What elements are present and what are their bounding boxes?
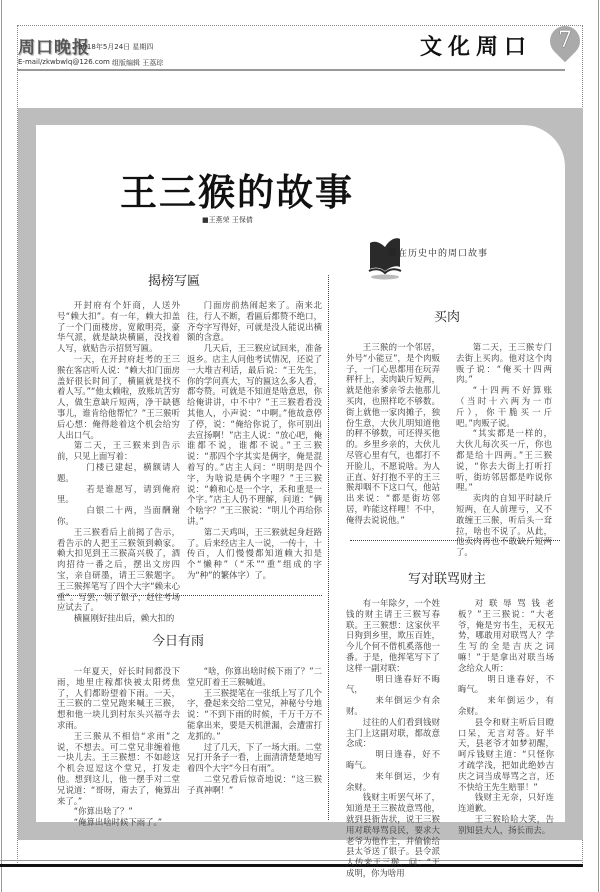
paragraph: “啥，你算出啥时候下雨了？”二堂兄盯着王三猴喊道。 [187,666,322,687]
byline: ■王燕荣 王保倩 [202,216,253,224]
paragraph: 明日逢春好，不晦气。 [458,673,554,695]
article-2-col-2 [187,666,322,796]
paragraph: 二堂兄看后惊奇地说：“这三猴子真神啊！” [187,773,322,795]
paragraph: 有一年除夕，一个姓钱的财主请王三猴写春联。王三猴想：这家伙平日狗到乡里，欺压百姓，今儿个何不借机奚落他一番。于是，他挥笔写下了这样一副对联： [346,598,440,673]
paragraph: 白银二十两，当面酬谢你。 [57,505,180,526]
paragraph: “其实都是一样的，大伙儿每次买一斤，你也都是给十四两。”王三猴说，“你去大街上打听打听，街坊邻居都是咋说你哩。” [456,428,552,493]
article-4-col-1 [346,598,440,879]
paragraph: 王三猴从不相信“求雨”之说，不想去。可二堂兄非缠着他一块儿去。王三猴想：不如趁这个机会逗逗这个堂兄，打发走他。想到这儿，他一摆手对二堂兄说道：“哥呀，甭去了，俺算出来了。” [57,730,180,806]
paragraph: 王三猴提笔在一张纸上写了几个字，叠起来交给二堂兄，神秘兮兮地说：“不到下雨的时候，千万千万不能拿出来，要是天机泄漏，会遭雷打龙抓的。” [187,687,322,741]
article-2-col-1 [57,666,180,828]
paragraph: 开封府有个奸商，人送外号“赖大扣”。有一年，赖大扣盖了一个门面楼房，宽敞明亮，豪华气派，就是缺块横匾，没找着人写，就贴告示招贤写匾。 [57,300,180,354]
paragraph: 对联辱骂钱老板？”王三猴说：“大老爷，俺是穷书生，无权无势，哪敢用对联骂人？学生写的全是吉庆之词嘛！”于是拿出对联当场念给众人听： [458,598,554,673]
paragraph: 横匾刚好挂出后，赖大扣的 [73,613,175,624]
paragraph: 门面房前热闹起来了。南来北往，行人不断，看匾后都赞不绝口，齐夸字写得好，可就是没人能说出横额的含意。 [187,300,322,343]
page-number-badge [544,20,586,62]
paragraph: 来年倒运少，有余财。 [458,695,554,716]
paragraph: 门楼已建起，横额请人题。 [57,461,180,483]
page-number: 7 [558,28,572,53]
column-divider [328,275,329,820]
paragraph: 第二天，王三猴来到告示前，只见上面写着： [57,440,180,462]
footer-rule [0,864,583,867]
paragraph: 王三猴看后上前揭了告示，看告示的人把王三猴领到赖家。赖大扣见到王三猴高兴极了，酒肉招待一番之后，摆出文房四宝，亲自研墨，请王三猴题字。王三猴挥笔写了四个大字“赖末心重”。写罢，领了银子，赶往考场应试去了。 [57,526,180,613]
paragraph: 过往的人们看到钱财主门上这副对联，都故意念成： [346,716,440,749]
contact-email: E-mail/zkwbwlq@126.com [18,58,110,66]
newspaper-masthead: 周口晚报 [18,38,90,58]
article-3-col-2 [456,342,552,558]
section-title: 文化周口 [420,34,533,60]
paragraph: 几天后，王三猴应试回来，准备返乡。店主人问他考试情况，还说了一大堆吉利话，最后说：“王先生，你的学问真大，写的匾这么多人看，都夸赞。可就是不知道是啥意思，你给俺讲讲，中不中？”王三猴看看没其他人，小声说：“中啊。”他故意停了停，说：“俺给你说了，你可别出去宣扬啊！”店主人说：“放心吧，俺谁都不说，谁都不说。”王三猴说：“那四个字其实是俩字，俺是混着写的。”店主人问：“明明是四个字，为啥说是俩个字哩？”王三猴说：“赖和心是一个字，禾和重是一个字。”店主人仍不理解，问道：“俩个啥字？”王三猴说：“明儿个再给你讲。” [187,343,322,526]
issue-date: 2018年5月24日 星期四 [78,43,154,51]
paragraph: 王三猴哈哈大笑，告别知县大人，扬长而去。 [458,813,554,835]
divider [350,540,560,541]
paragraph: “你算出啥了？” [73,806,133,817]
paragraph: “十四两不好算账（当时十六两为一市斤），你干脆买一斤吧。”肉贩子说。 [456,385,552,428]
heading-jiebang-xiebian: 揭榜写匾 [148,274,201,289]
paragraph: 钱财主听罢气坏了，知道是王三猴故意骂他，就到县衙告状，说王三猴用对联辱骂良民，要求大老爷为他作主，并偷偷给县太爷送了银子。县令派人传来王三猴，问：“王成明，你为啥用 [346,792,440,878]
article-1-col-1 [57,300,180,624]
divider [57,595,322,596]
footer-rule-thin [0,860,583,861]
paragraph: 一天，在开封府赶考的王三猴在客店听人说：“赖大扣门面房盖好很长时间了，横匾就是找不着人写。”“他太赖啦，放账坑苦穷人，做生意缺斤短两，净干缺德事儿，谁肯给他帮忙？”王三猴听后心想：俺得趁着这个机会给穷人出口气。 [57,353,180,440]
paragraph: 若是谁愿写，请到俺府里。 [57,483,180,505]
heading-jinri-youyu: 今日有雨 [152,634,205,649]
paragraph: 来年倒运，少有余财。 [346,770,440,792]
paragraph: “俺算出啥时候下雨了。” [73,817,163,828]
paragraph: 王三猴的一个邻居，外号“小能豆”，是个肉贩子，一门心思都用在玩弄秤杆上，卖肉缺斤短两，就是他亲爹亲爷去他那儿买肉，也照样吃不够数。街上就他一家肉摊子，独份生意，大伙儿明知道他的秤不够数，可还得买他的。乡里乡亲的，大伙儿尽管心里有气，也都打不开脸儿，不愿说啥。为人正直、好打抱不平的王三猴却咽不下这口气，他站出来说：“都是街坊邻居，咋能这样哩！不中，俺得去说说他。” [346,342,440,525]
heading-xie-duilian: 写对联骂财主 [408,572,487,587]
paragraph: 明日逢春，好不晦气。 [346,749,440,770]
paragraph: 一年夏天，好长时间都没下雨，地里庄稼都快被太阳烤焦了，人们都盼望着下雨。一天，王三猴的二堂兄跑来喊王三猴，想和他一块儿到村东头兴福寺去求雨。 [57,666,180,730]
heading-mairou: 买肉 [434,310,461,325]
paragraph: 第二天鸡叫，王三猴就起身赶路了。后来经店主人一说，一传十，十传百，人们慢慢都知道赖大扣是个“懒种”（“禾”“重”组成的字为“种”的繁体字）了。 [187,526,322,580]
page-title: 王三猴的故事 [120,170,354,214]
paragraph: 过了几天，下了一场大雨。二堂兄打开条子一看，上面清清楚楚地写着四个大字“今日有雨”。 [187,741,322,774]
paragraph: 钱财主无奈，只好连连道歉。 [458,792,554,814]
paragraph: 明日逢春好不晦气， [346,673,440,695]
article-3-col-1 [346,342,440,526]
article-4-col-2 [458,598,554,836]
paragraph: 卖肉的自知平时缺斤短两，在人前理亏，又不敢缠王三猴，听后头一耷拉，啥也不说了。从此，他卖肉再也不敢缺斤短两了。 [456,493,552,558]
paragraph: 县令和财主听后目瞪口呆，无言对答。好半天，县老爷才如梦初醒，呵斥钱财主道：“只怪你才疏学浅，把如此绝妙吉庆之词当成辱骂之言，还不快给王先生赔罪！” [458,716,554,792]
layout-editor: 组版编辑 王荔琮 [112,59,164,67]
header-divider [17,69,565,71]
series-banner: 藏在历史中的周口故事 [388,249,489,259]
article-1-col-2 [187,300,322,581]
paragraph: 第二天，王三猴专门去街上买肉。他对这个肉贩子说：“俺买十四两肉。” [456,342,552,385]
paragraph: 来年倒运少有余财。 [346,695,440,716]
